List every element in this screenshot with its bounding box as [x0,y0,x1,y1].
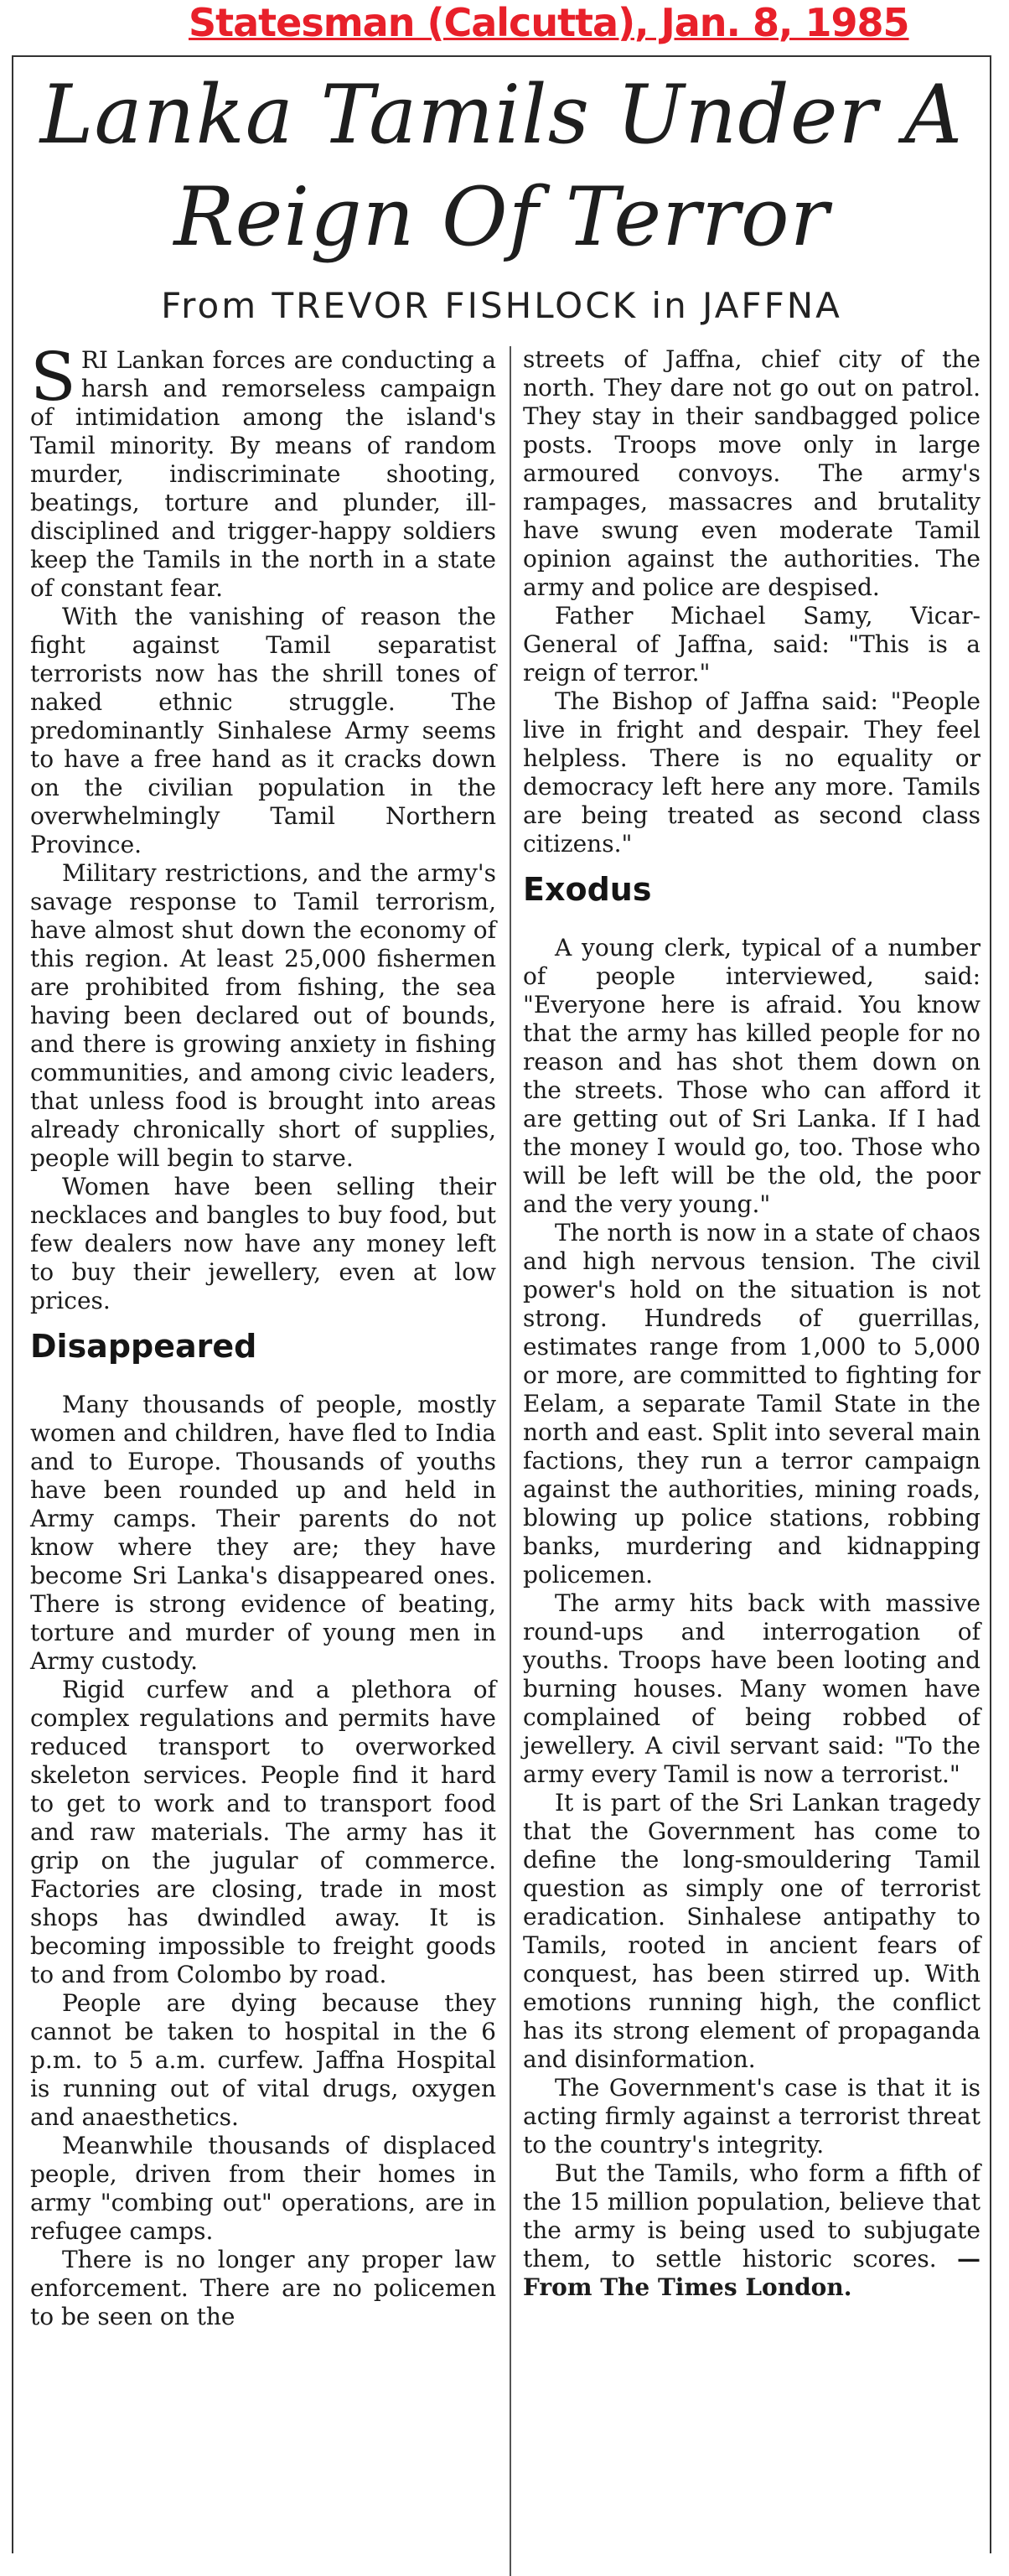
paragraph: With the vanishing of reason the fight against Tamil separatist terrorists now has the shrill tones of naked ethnic struggle. The predominantly Sinhalese Army seems to have a free hand as it cracks down on the civilian population in the overwhelmingly Tamil Northern Province. [30,603,496,858]
article-right-column [523,345,981,2302]
paragraph: Military restrictions, and the army's savage response to Tamil terrorism, have almost shut down the economy of this region. At least 25,000 fishermen are prohibited from fishing, the sea having been declared out of bounds, and there is growing anxiety in fishing communities, and among civic leaders, that unless food is brought into areas already chronically short of supplies, people will begin to starve. [30,859,496,1172]
headline-line-1: Lanka Tamils Under A [39,68,964,162]
article-clipping [12,55,991,2553]
paragraph: Many thousands of people, mostly women and children, have fled to India and to Europe. Thousands of youths have been rounded up and held in Army camps. Their parents do not know where they are; they have become Sri Lanka's disappeared ones. There is strong evidence of beating, torture and murder of young men in Army custody. [30,1391,496,1675]
paragraph: The army hits back with massive round-ups and interrogation of youths. Troops have been looting and burning houses. Many women have complained of being robbed of jewellery. A civil servant said: "To the army every Tamil is now a terrorist." [523,1589,981,1788]
paragraph: It is part of the Sri Lankan tragedy that the Government has come to define the long-smouldering Tamil question as simply one of terrorist eradication. Sinhalese antipathy to Tamils, rooted in ancient fears of conquest, has been stirred up. With emotions running high, the conflict has its strong element of propaganda and disinformation. [523,1789,981,2073]
paragraph: The Bishop of Jaffna said: "People live in fright and despair. They feel helpless. There is no equality or democracy left here any more. Tamils are being treated as second class citizens." [523,687,981,858]
paragraph: Rigid curfew and a plethora of complex regulations and permits have reduced transport to overworked skeleton services. People find it hard to get to work and to transport food and raw materials. The army has it grip on the jugular of commerce. Factories are closing, trade in most shops has dwindled away. It is becoming impossible to freight goods to and from Colombo by road. [30,1676,496,1988]
paragraph: A young clerk, typical of a number of people interviewed, said: "Everyone here is afraid. You know that the army has killed people for no reason and has shot them down on the streets. Those who can afford it are getting out of Sri Lanka. If I had the money I would go, too. Those who will be left will be the old, the poor and the very young." [523,934,981,1218]
paragraph: The Government's case is that it is acting firmly against a terrorist threat to the country's integrity. [523,2074,981,2159]
subheading-exodus: Exodus [523,871,652,908]
article-headline [13,64,990,268]
paragraph [523,2159,981,2302]
headline-line-2: Reign Of Terror [173,170,830,264]
paragraph: SRI Lankan forces are conducting a harsh and remorseless campaign of intimidation among the island's Tamil minority. By means of random murder, indiscriminate shooting, beatings, torture and plunder, ill-disciplined and trigger-happy soldiers keep the Tamils in the north in a state of constant fear. [30,338,496,602]
paragraph-text: But the Tamils, who form a fifth of the 15 million population, believe that the army is being used to subjugate them, to settle historic scores. [523,2159,981,2273]
source-credit: —From The Times London. [523,2245,981,2301]
column-divider [510,346,511,2576]
article-left-column [30,338,496,2331]
handwritten-source-annotation: Statesman (Calcutta), Jan. 8, 1985 [189,0,909,45]
paragraph: Meanwhile thousands of displaced people, driven from their homes in army "combing out" operations, are in refugee camps. [30,2132,496,2245]
drop-cap: S [30,338,76,416]
paragraph: There is no longer any proper law enforcement. There are no policemen to be seen on the [30,2246,496,2330]
subheading-disappeared: Disappeared [30,1328,257,1365]
article-byline: From TREVOR FISHLOCK in JAFFNA [161,285,842,326]
paragraph: The north is now in a state of chaos and high nervous tension. The civil power's hold on the situation is not strong. Hundreds of guerrillas, estimates range from 1,000 to 5,000 or more, are committed to fighting for Eelam, a separate Tamil State in the north and east. Split into several main factions, they run a terror campaign against the authorities, mining roads, blowing up police stations, robbing banks, murdering and kidnapping policemen. [523,1219,981,1589]
paragraph: Father Michael Samy, Vicar-General of Jaffna, said: "This is a reign of terror." [523,602,981,687]
paragraph: streets of Jaffna, chief city of the north. They dare not go out on patrol. They stay in their sandbagged police posts. Troops move only in large armoured convoys. The army's rampages, massacres and brutality have swung even moderate Tamil opinion against the authorities. The army and police are despised. [523,345,981,601]
paragraph: People are dying because they cannot be taken to hospital in the 6 p.m. to 5 a.m. curfew. Jaffna Hospital is running out of vital drugs, oxygen and anaesthetics. [30,1989,496,2131]
paragraph: Women have been selling their necklaces and bangles to buy food, but few dealers now have any money left to buy their jewellery, even at low prices. [30,1173,496,1314]
